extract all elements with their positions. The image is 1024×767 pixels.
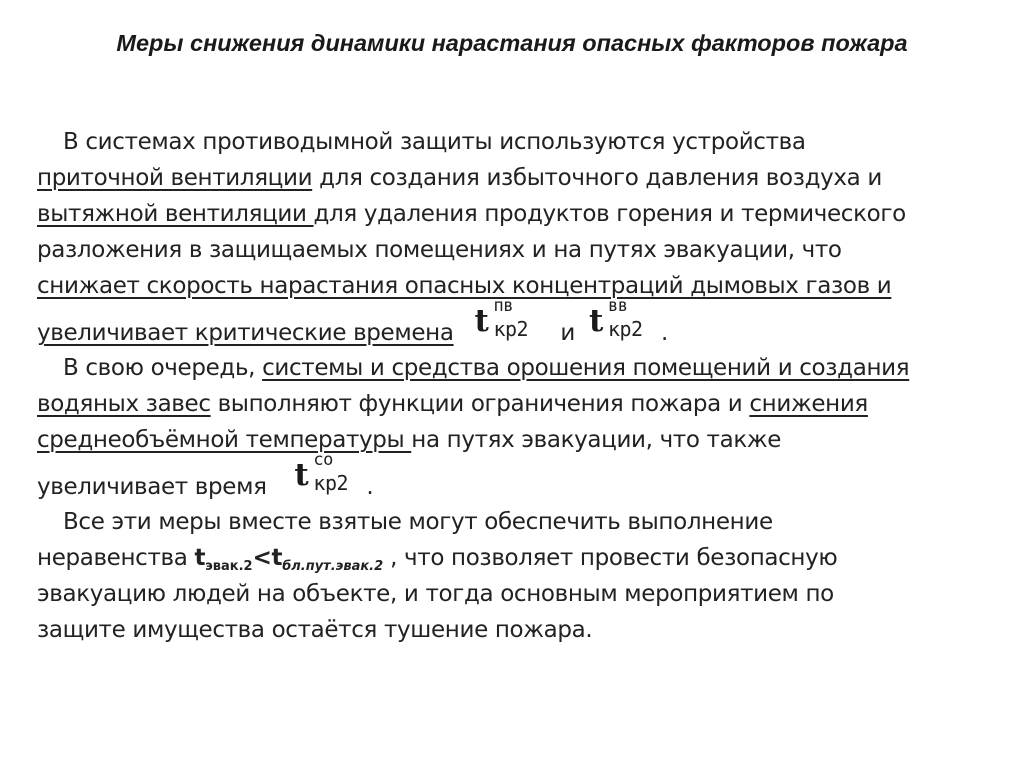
p1-text-3: для удаления продуктов горения и термического [313,201,906,227]
p1-text-1: В системах противодымной защиты используются устройства [63,129,806,155]
p3-text-1: Все эти меры вместе взятые могут обеспечить выполнение [63,509,773,535]
p2-line-1 [37,350,1012,386]
p2-text-3: на путях эвакуации, что также [411,427,782,453]
p3-line-3 [37,576,1012,612]
p3-text-4: защите имущества остаётся тушение пожара. [37,617,593,643]
p3-line-2 [37,540,1012,576]
p1-line-6 [37,296,1012,350]
p1-text-2: для создания избыточного давления воздуха и [312,165,882,191]
p2-end-dot: . [366,474,374,500]
term-reduction: снижения [749,391,868,417]
p1-end-dot: . [660,320,668,346]
p1-line-5 [37,268,1012,304]
p2-line-2 [37,386,1012,422]
term-exhaust-ventilation: вытяжной вентиляции [37,201,314,227]
term-sprinkler-systems: системы и средства орошения помещений и создания [262,355,910,381]
p1-line-2 [37,160,1012,196]
p2-text-1: В свою очередь, [63,355,263,381]
term-supply-ventilation: приточной вентиляции [37,165,313,191]
p2-line-4 [37,450,1012,504]
page-title: Меры снижения динамики нарастания опасных факторов пожара [116,30,908,56]
formula-t-evac: $t_{эвак.2}<t_{бл.пут.эвак.2}$ [194,545,384,574]
term-mean-temperature: среднеобъёмной температуры [37,427,412,453]
term-water-curtains: водяных завес [37,391,211,417]
p2-text-4: увеличивает время [37,474,267,500]
p1-line-3 [37,196,1012,232]
p3-line-4 [37,612,1012,648]
p2-text-2: выполняют функции ограничения пожара и [210,391,750,417]
p3-text-2a: неравенства [37,545,195,571]
p3-text-3: эвакуацию людей на объекте, и тогда основным мероприятием по [37,581,834,607]
p1-line-4 [37,232,1012,268]
p1-underlined-5: снижает скорость нарастания опасных концентраций дымовых газов и [37,273,892,299]
p2-line-3 [37,422,1012,458]
and-word: и [560,320,576,346]
formula-t-kr2-co: t со кр2 [294,450,349,495]
p1-underlined-6: увеличивает критические времена [37,320,454,346]
p1-line-1 [37,124,1012,160]
body-text [37,124,1012,648]
formula-t-kr2-pv: t пв кр2 [474,296,529,341]
p3-text-2b: , что позволяет провести безопасную [383,545,838,571]
p1-text-4: разложения в защищаемых помещениях и на путях эвакуации, что [37,237,842,263]
formula-t-kr2-vv: t вв кр2 [588,296,643,341]
p3-line-1 [37,504,1012,540]
